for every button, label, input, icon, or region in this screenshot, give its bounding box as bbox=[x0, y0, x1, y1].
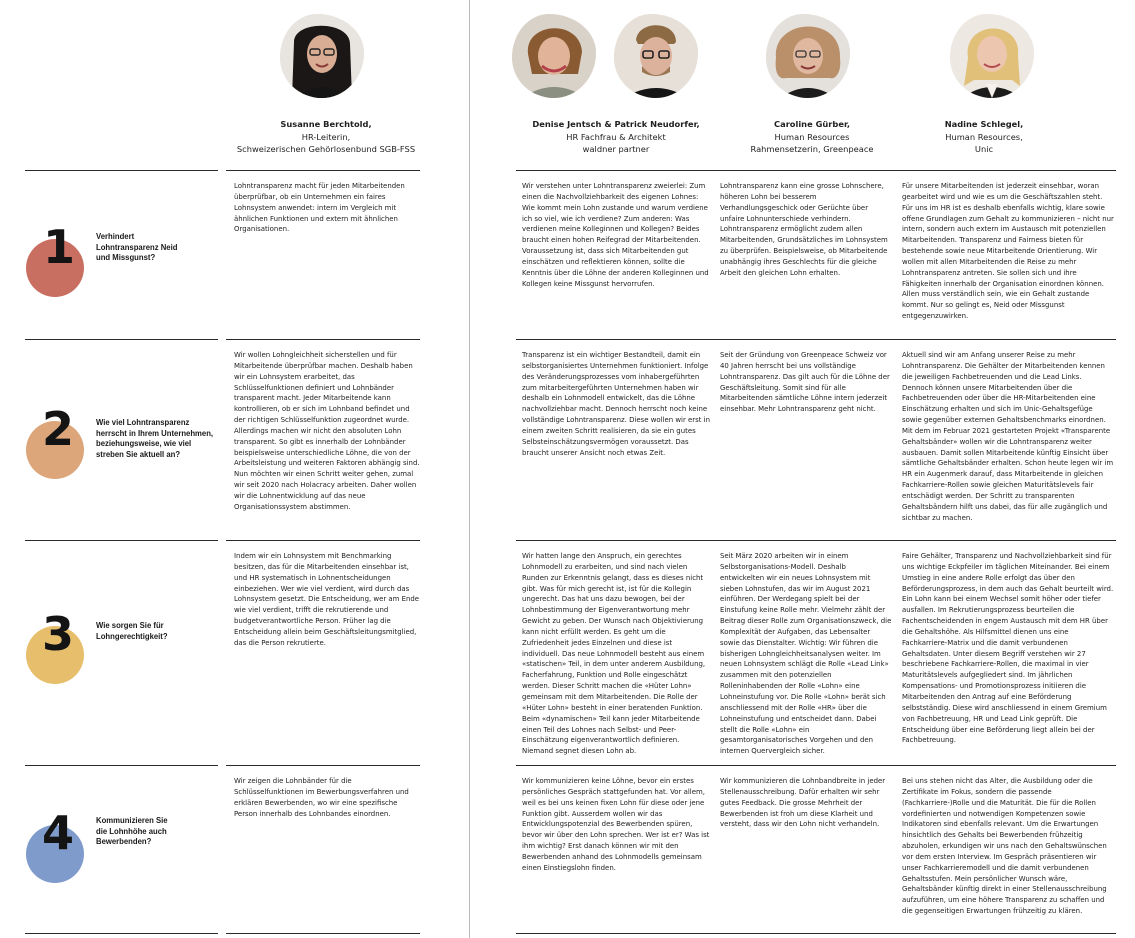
row-divider bbox=[226, 540, 420, 541]
answer-q1-unic: Für unsere Mitarbeitenden ist jederzeit einsehbar, woran gearbeitet wird und wie es um die Geschäftszahlen steht. Für uns im HR ist es deshalb ebenfalls wichtig, klare sowie offene Grundlagen zum Gehalt zu kommunizieren – nicht nur intern, sondern auch extern im Austausch mit potenziellen Mitarbeitenden. Transparenz und Fairness bieten für bestehende sowie neue Mitarbeitende Orientierung. Wir wollen mit allen Mitarbeitenden die Reise zu mehr Lohntransparenz antreten. Sie sollen sich und ihre Fähigkeiten innerhalb der Organisation einordnen können. Allen muss verständlich sein, wie ein Gehalt zustande kommt. Nur so gelingt es, Neid oder Missgunst entgegenzuwirken. bbox=[902, 182, 1114, 321]
row-divider bbox=[25, 170, 218, 171]
answer-q1-greenpeace: Lohntransparenz kann eine grosse Lohnschere, höheren Lohn bei besserem Verhandlungsgeschick oder Gerüchte über unfaire Lohnunterschiede verhindern. Lohntransparenz ermöglicht zudem allen Mitarbeitenden, Grundsätzliches im Lohnsystem zu überprüfen. Beispielsweise, ob Mitarbeitende unabhängig ihres Geschlechts für die gleiche Arbeit den gleichen Lohn erhalten. bbox=[720, 182, 888, 277]
answer-q1-berchtold: Lohntransparenz macht für jeden Mitarbeitenden überprüfbar, ob ein Unternehmen ein faires Lohnsystem anwendet: intern im Vergleich mit ähnlichen Funktionen und extern mit ähnlichen Organisationen. bbox=[234, 182, 405, 234]
answer-q2-berchtold: Wir wollen Lohngleichheit sicherstellen und für Mitarbeitende überprüfbar machen. Deshalb haben wir ein Lohnsystem erarbeitet, das Schlüsselfunktionen definiert und Lohnbänder transparent macht. Jeder Mitarbeitende kann kontrollieren, ob er sich im Lohnband befindet und der richtigen Schlüsselfunktion zugeordnet wurde. Allerdings machen wir nicht den absoluten Lohn transparent. So gibt es innerhalb der Lohnbänder beispielsweise unterschiedliche Löhne, die von der Arbeitsleistung und weiteren Faktoren abhängig sind. Nun möchten wir einen Schritt weiter gehen, zumal wir seit 2020 nach Holacracy arbeiten. Daher wollen wir die Lohnentwicklung auf das neue Organisationssystem abstimmen. bbox=[234, 351, 420, 511]
portrait-caroline-guerber bbox=[766, 14, 850, 98]
row-divider bbox=[25, 339, 218, 340]
answer-q3-berchtold: Indem wir ein Lohnsystem mit Benchmarking besitzen, das für die Mitarbeitenden einsehbar ist, und HR systematisch in Lohnentscheidungen einbeziehen. Wer wie viel verdient, wird durch das Lohnsystem gesetzt. Die Entscheidung, wer am Ende wie viel verdient, trifft die rekrutierende und budgetverantwortliche Person. Früher lag die Entscheidung allein beim Geschäftsleitungsmitglied, das die Person rekrutierte. bbox=[234, 552, 420, 647]
person-role: HR-Leiterin, bbox=[301, 131, 351, 142]
row-divider bbox=[516, 765, 1116, 766]
person-org: waldner partner bbox=[582, 144, 650, 155]
person-role: Human Resources bbox=[774, 131, 850, 142]
person-org: Rahmensetzerin, Greenpeace bbox=[750, 144, 874, 155]
person-org: Schweizerischen Gehörlosenbund SGB-FSS bbox=[236, 144, 416, 155]
row-divider bbox=[25, 933, 218, 934]
page-gutter bbox=[469, 0, 470, 938]
row-divider bbox=[25, 540, 218, 541]
answer-q4-greenpeace: Wir kommunizieren die Lohnbandbreite in jeder Stellenausschreibung. Dafür erhalten wir sehr gutes Feedback. Die grosse Mehrheit der Bewerbenden ist froh um diese Klarheit und versteht, dass wir den Lohn nicht verhandeln. bbox=[720, 777, 886, 829]
caption-nadine-schlegel bbox=[884, 118, 1084, 156]
row-divider bbox=[226, 933, 420, 934]
answer-q3-greenpeace: Seit März 2020 arbeiten wir in einem Selbstorganisations-Modell. Deshalb entwickelten wir ein neues Lohnsystem mit sieben Lohnstufen, das wir im August 2021 einführen. Der Werdegang spielt bei der Einstufung keine Rolle mehr. Vielmehr zählt der Beitrag dieser Rolle zum Organisationszweck, die Komplexität der Aufgaben, das Lebensalter sowie das Dienstalter. Wichtig: Wir führen die bisherigen Lohngleichheitsanalysen weiter. Im neuen Lohnsystem schlägt die Rolle «Lead Link» zusammen mit den potenziellen Rolleninhabenden der Rolle «Lohn» eine Lohneinstufung vor. Die Rolle «Lohn» berät sich anschliessend mit der Rolle «HR» über die Lohneinstufung und entscheidet dann. Dabei stellt die Rolle «Lohn» ein gesamtorganisatorisches Vorgehen und den internen Quervergleich sicher. bbox=[720, 552, 892, 756]
answer-q3-unic: Faire Gehälter, Transparenz und Nachvollziehbarkeit sind für uns wichtige Eckpfeiler im täglichen Miteinander. Bei einem Umstieg in eine andere Rolle erfolgt das über den Beförderungsprozess, in dem auch das Gehalt beurteilt wird. Ein Lohn kann bei einem Wechsel somit höher oder tiefer ausfallen. Im Rekrutierungsprozess beurteilen die Fachentscheidenden in engem Austausch mit dem HR über die Gehaltshöhe. Als Hilfsmittel dienen uns eine Fachkarriere-Matrix und die damit verbundenen Gehaltsdaten. Unter diesem Begriff verstehen wir 27 beschriebene Fachkarriere-Rollen, die maximal in vier Maturitätslevels aufgegliedert sind. Im jährlichen Kompensations- und Promotionsprozess initiieren die Mitarbeitenden den Antrag auf eine Beförderung selbstständig. Diese wird anschliessend in einem Gremium von Fachbetreuung, HR und Lead Link geprüft. Die Entscheidung über eine Beförderung liegt allein bei der Fachbetreuung. bbox=[902, 552, 1114, 745]
answer-q2-waldner: Transparenz ist ein wichtiger Bestandteil, damit ein selbstorganisiertes Unternehmen funktioniert. Infolge des Veränderungsprozesses vom inhabergeführten zum mitarbeitergeführten Unternehmen haben wir deshalb ein Lohnmodell entwickelt, das die Löhne nachvollziehbar macht. Dennoch herrscht noch keine vollständige Lohntransparenz. Diese wollen wir erst in einem zweiten Schritt realisieren, da sie ein gutes Selbsteinschätzungsvermögen voraussetzt. Das braucht unserer Ansicht noch etwas Zeit. bbox=[522, 351, 710, 457]
answer-q2-greenpeace: Seit der Gründung von Greenpeace Schweiz vor 40 Jahren herrscht bei uns vollständige Lohntransparenz. Das gilt auch für die Löhne der Geschäftsleitung. Somit sind für alle Mitarbeitenden sämtliche Löhne intern jederzeit einsehbar. Mehr Lohntransparenz geht nicht. bbox=[720, 351, 890, 414]
row-divider bbox=[516, 170, 1116, 171]
answer-q1-waldner: Wir verstehen unter Lohntransparenz zweierlei: Zum einen die Nachvollziehbarkeit des eigenen Lohnes: Wie kommt mein Lohn zustande und warum verdiene ich so viel, wie ich verdiene? Zum anderen: Was verdienen meine Kolleginnen und Kollegen? Beides braucht einen hohen Reifegrad der Mitarbeitenden. Voraussetzung ist, dass sich Mitarbeitenden gut einschätzen und reflektieren können, sollte die Kenntnis über die Löhne der anderen Kolleginnen und Kollegen keine Missgunst hervorrufen. bbox=[522, 182, 709, 288]
caption-jentsch-neudorfer bbox=[516, 118, 716, 156]
row-divider bbox=[25, 765, 218, 766]
answer-q4-waldner: Wir kommunizieren keine Löhne, bevor ein erstes persönliches Gespräch stattgefunden hat. Vor allem, weil es bei uns keinen fixen Lohn für diese oder jene Funktion gibt. Ausserdem wollen wir das Entwicklungspotenzial des Bewerbenden spüren, bevor wir über den Lohn sprechen. Wer ist er? Was ist ihm wichtig? Erst danach können wir mit den Bewerbenden anhand des Lohnmodells gemeinsam einen Einstiegslohn finden. bbox=[522, 777, 710, 872]
person-name: Nadine Schlegel, bbox=[944, 119, 1024, 129]
answer-q4-berchtold: Wir zeigen die Lohnbänder für die Schlüsselfunktionen im Bewerbungsverfahren und erklären Bewerbenden, wo wir eine spezifische Person innerhalb des Lohnbandes einordnen. bbox=[234, 777, 409, 818]
row-divider bbox=[516, 933, 1116, 934]
caption-caroline-guerber bbox=[712, 118, 912, 156]
question-2-text: Wie viel Lohntransparenz herrscht in Ihrem Unternehmen, beziehungsweise, wie viel streben Sie aktuell an? bbox=[96, 417, 214, 459]
answer-q3-waldner: Wir hatten lange den Anspruch, ein gerechtes Lohnmodell zu erarbeiten, und sind nach vielen Runden zur Erkenntnis gelangt, dass es dieses nicht gibt. Was für mich gerecht ist, ist für die Kollegin ungerecht. Das hat uns dazu bewogen, bei der Lohnbestimmung der Eigenverantwortung mehr Gewicht zu geben. Der Wunsch nach Objektivierung kann nicht erfüllt werden. Es geht um die Zufriedenheit jedes Einzelnen und diese ist individuell. Das neue Lohnmodell besteht aus einem «statischen» Teil, in dem unter anderem Ausbildung, Facherfahrung, Funktion und Rolle eingeschätzt werden. Dieser Schritt machen die «Hüter Lohn» gemeinsam mit dem Mitarbeitenden. Die Rolle der «Hüter Lohn» besteht in einer beratenden Funktion. Beim «dynamischen» Teil kann jeder Mitarbeitende einen Teil des Lohnes nach Selbst- und Peer-Einschätzung eigenverantwortlich definieren. Niemand segnet diesen Lohn ab. bbox=[522, 552, 706, 756]
portrait-denise-jentsch bbox=[512, 14, 596, 98]
question-3-number: 3 bbox=[42, 607, 75, 661]
row-divider bbox=[226, 170, 420, 171]
question-4-text: Kommunizieren Sie die Lohnhöhe auch Bewerbenden? bbox=[96, 815, 168, 847]
row-divider bbox=[516, 540, 1116, 541]
question-1-text: Verhindert Lohntransparenz Neid und Missgunst? bbox=[96, 231, 178, 263]
answer-q2-unic: Aktuell sind wir am Anfang unserer Reise zu mehr Lohntransparenz. Die Gehälter der Mitarbeitenden kennen die jeweiligen Fachbetreuenden und die Lead Links. Dennoch können unsere Mitarbeitenden über die Fachbetreuenden oder über die HR-Mitarbeitenden eine Einschätzung erhalten und sich im Unic-Gehaltsgefüge sowie gegenüber externen Gehaltsbenchmarks einordnen. Mit dem im Februar 2021 gestarteten Projekt «Transparente Gehaltsbänder» wollen wir die Lohntransparenz weiter ausbauen. Damit sollen Mitarbeitende künftig Einsicht über sämtliche Gehaltsbänder erhalten. Schon heute legen wir im HR ein Augenmerk darauf, dass Mitarbeitende in gleichen Fachkarriere-Rollen sowie gleichen Maturitätslevels fair entschädigt werden. Der Schritt zu transparenten Gehaltsbändern hilft uns dabei, das für alle zugänglich und sichtbar zu machen. bbox=[902, 351, 1114, 522]
question-4-number: 4 bbox=[42, 806, 75, 860]
row-divider bbox=[226, 339, 420, 340]
person-name: Caroline Gürber, bbox=[774, 119, 850, 129]
question-3-text: Wie sorgen Sie für Lohngerechtigkeit? bbox=[96, 620, 168, 641]
portrait-patrick-neudorfer bbox=[614, 14, 698, 98]
portrait-susanne-berchtold bbox=[280, 14, 364, 98]
person-name: Susanne Berchtold, bbox=[280, 119, 372, 129]
person-role: HR Fachfrau & Architekt bbox=[566, 131, 666, 142]
answer-q4-unic: Bei uns stehen nicht das Alter, die Ausbildung oder die Zertifikate im Fokus, sondern die passende (Fachkarriere-)Rolle und die Maturität. Die für die Rollen vordefinierten und notwendigen Kompetenzen sowie Indikatoren sind ebenfalls relevant. Um die Erwartungen hinsichtlich des Gehalts bei Bewerbenden frühzeitig abzuholen, erkundigen wir uns nach den Gehaltswünschen vor dem ersten Interview. Im Gespräch präsentieren wir unser Fachkarrieremodell und die damit verbundenen Gehaltsstufen. Mein persönlicher Wunsch wäre, Gehaltsbänder künftig direkt in einer Stellenausschreibung aufzuführen, um eine höhere Transparenz zu schaffen und die gegenseitigen Erwartungen frühzeitig zu klären. bbox=[902, 777, 1107, 916]
person-role: Human Resources, bbox=[945, 131, 1023, 142]
person-name: Denise Jentsch & Patrick Neudorfer, bbox=[532, 119, 700, 129]
row-divider bbox=[516, 339, 1116, 340]
caption-susanne-berchtold bbox=[226, 118, 426, 156]
person-org: Unic bbox=[974, 144, 994, 155]
row-divider bbox=[226, 765, 420, 766]
portrait-nadine-schlegel bbox=[950, 14, 1034, 98]
question-1-number: 1 bbox=[43, 220, 76, 274]
question-2-number: 2 bbox=[42, 402, 75, 456]
